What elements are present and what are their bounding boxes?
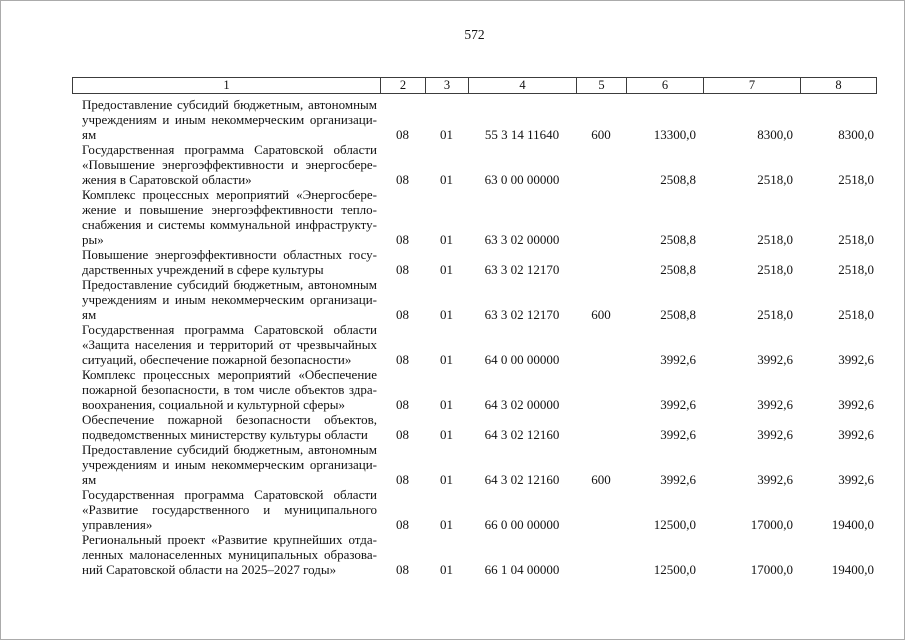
table-row — [72, 247, 877, 277]
cell-amount-year1: 3992,6 — [660, 427, 696, 442]
table-row — [72, 142, 877, 187]
cell-subsection: 01 — [440, 127, 453, 142]
cell-subsection: 01 — [440, 562, 453, 577]
cell-section: 08 — [396, 262, 409, 277]
cell-section: 08 — [396, 307, 409, 322]
table-row — [72, 187, 877, 247]
name-line: Повышение энергоэффективности областных госу- — [82, 247, 377, 262]
page-number: 572 — [464, 27, 485, 42]
cell-target-article: 64 0 00 00000 — [484, 352, 560, 367]
cell-expense-name — [72, 487, 380, 532]
cell-amount-year3: 2518,0 — [838, 172, 874, 187]
cell-target-article: 64 3 02 00000 — [484, 397, 560, 412]
cell-target-article: 63 3 02 12170 — [484, 262, 560, 277]
cell-expense-name — [72, 277, 380, 322]
table-body — [72, 94, 877, 577]
cell-amount-year2: 2518,0 — [757, 172, 793, 187]
table-row — [72, 277, 877, 322]
cell-amount-year2: 2518,0 — [757, 307, 793, 322]
name-line: ленных малонаселенных муниципальных образова- — [82, 547, 377, 562]
name-line: управления» — [82, 517, 153, 532]
name-line: жения в Саратовской области» — [82, 172, 252, 187]
cell-target-article: 64 3 02 12160 — [484, 472, 560, 487]
name-line: дарственных учреждений в сфере культуры — [82, 262, 324, 277]
cell-amount-year3: 2518,0 — [838, 262, 874, 277]
cell-amount-year3: 3992,6 — [838, 472, 874, 487]
name-line: Региональный проект «Развитие крупнейших отда- — [82, 532, 377, 547]
cell-amount-year1: 2508,8 — [660, 172, 696, 187]
name-line: Комплекс процессных мероприятий «Энергосбере- — [82, 187, 377, 202]
name-line: «Защита населения и территорий от чрезвычайных — [82, 337, 377, 352]
table-row — [72, 97, 877, 142]
cell-expense-name — [72, 322, 380, 367]
cell-section: 08 — [396, 517, 409, 532]
cell-subsection: 01 — [440, 262, 453, 277]
cell-expense-name — [72, 187, 380, 247]
name-line: Государственная программа Саратовской области — [82, 487, 377, 502]
table-row — [72, 322, 877, 367]
name-line: Государственная программа Саратовской области — [82, 142, 377, 157]
cell-amount-year3: 3992,6 — [838, 352, 874, 367]
cell-amount-year1: 2508,8 — [660, 307, 696, 322]
table-header-row — [72, 77, 877, 94]
name-line: жение и повышение энергоэффективности тепло- — [82, 202, 377, 217]
table-row — [72, 367, 877, 412]
cell-amount-year2: 3992,6 — [757, 352, 793, 367]
cell-target-article: 64 3 02 12160 — [484, 427, 560, 442]
name-line: ры» — [82, 232, 104, 247]
table-row — [72, 487, 877, 532]
name-line: Комплекс процессных мероприятий «Обеспечение — [82, 367, 377, 382]
name-line: Предоставление субсидий бюджетным, автономным — [82, 97, 377, 112]
name-line: Государственная программа Саратовской области — [82, 322, 377, 337]
name-line: подведомственных министерству культуры области — [82, 427, 368, 442]
name-line: ний Саратовской области на 2025–2027 годы» — [82, 562, 337, 577]
cell-subsection: 01 — [440, 472, 453, 487]
cell-section: 08 — [396, 397, 409, 412]
cell-section: 08 — [396, 472, 409, 487]
cell-subsection: 01 — [440, 232, 453, 247]
cell-expense-name — [72, 142, 380, 187]
name-line: Предоставление субсидий бюджетным, автономным — [82, 442, 377, 457]
name-line: ям — [82, 307, 97, 322]
name-line: ситуаций, обеспечение пожарной безопасности» — [82, 352, 352, 367]
cell-amount-year1: 2508,8 — [660, 262, 696, 277]
cell-section: 08 — [396, 127, 409, 142]
column-header-7: 7 — [704, 78, 801, 93]
cell-target-article: 55 3 14 11640 — [484, 127, 560, 142]
column-header-5: 5 — [577, 78, 627, 93]
cell-expense-name — [72, 247, 380, 277]
cell-amount-year3: 19400,0 — [831, 517, 874, 532]
name-line: учреждениям и иным некоммерческим организаци- — [82, 457, 377, 472]
cell-amount-year1: 12500,0 — [653, 517, 696, 532]
cell-amount-year3: 19400,0 — [831, 562, 874, 577]
cell-amount-year2: 8300,0 — [757, 127, 793, 142]
cell-amount-year2: 2518,0 — [757, 262, 793, 277]
cell-amount-year2: 17000,0 — [750, 562, 793, 577]
name-line: Предоставление субсидий бюджетным, автономным — [82, 277, 377, 292]
cell-target-article: 66 1 04 00000 — [484, 562, 560, 577]
cell-amount-year1: 3992,6 — [660, 352, 696, 367]
cell-amount-year2: 3992,6 — [757, 472, 793, 487]
name-line: снабжения и системы коммунальной инфраструкту- — [82, 217, 377, 232]
name-line: пожарной безопасности, в том числе объектов здра- — [82, 382, 377, 397]
cell-section: 08 — [396, 427, 409, 442]
cell-section: 08 — [396, 562, 409, 577]
cell-amount-year3: 2518,0 — [838, 232, 874, 247]
cell-expense-name — [72, 442, 380, 487]
cell-expense-name — [72, 97, 380, 142]
column-header-8: 8 — [835, 78, 842, 92]
cell-amount-year3: 3992,6 — [838, 397, 874, 412]
cell-subsection: 01 — [440, 307, 453, 322]
cell-expense-name — [72, 367, 380, 412]
cell-subsection: 01 — [440, 172, 453, 187]
cell-amount-year3: 8300,0 — [838, 127, 874, 142]
column-header-6: 6 — [627, 78, 704, 93]
name-line: ям — [82, 127, 97, 142]
cell-amount-year1: 2508,8 — [660, 232, 696, 247]
cell-amount-year1: 12500,0 — [653, 562, 696, 577]
name-line: воохранения, социальной и культурной сферы» — [82, 397, 345, 412]
cell-section: 08 — [396, 352, 409, 367]
cell-target-article: 63 3 02 12170 — [484, 307, 560, 322]
name-line: «Повышение энергоэффективности и энергосбере- — [82, 157, 377, 172]
cell-section: 08 — [396, 172, 409, 187]
cell-subsection: 01 — [440, 352, 453, 367]
cell-amount-year3: 2518,0 — [838, 307, 874, 322]
name-line: «Развитие государственного и муниципального — [82, 502, 377, 517]
cell-subsection: 01 — [440, 517, 453, 532]
cell-expense-name — [72, 412, 380, 442]
cell-subsection: 01 — [440, 427, 453, 442]
name-line: учреждениям и иным некоммерческим организаци- — [82, 112, 377, 127]
cell-amount-year2: 2518,0 — [757, 232, 793, 247]
budget-table — [72, 77, 877, 577]
column-header-3: 3 — [426, 78, 469, 93]
cell-amount-year3: 3992,6 — [838, 427, 874, 442]
name-line: Обеспечение пожарной безопасности объектов, — [82, 412, 377, 427]
cell-expense-name — [72, 532, 380, 577]
table-row — [72, 532, 877, 577]
cell-expense-type: 600 — [591, 472, 611, 487]
cell-expense-type: 600 — [591, 307, 611, 322]
cell-amount-year1: 3992,6 — [660, 472, 696, 487]
cell-expense-type: 600 — [591, 127, 611, 142]
name-line: ям — [82, 472, 97, 487]
cell-amount-year1: 3992,6 — [660, 397, 696, 412]
column-header-1: 1 — [73, 78, 381, 93]
cell-section: 08 — [396, 232, 409, 247]
column-header-2: 2 — [381, 78, 426, 93]
name-line: учреждениям и иным некоммерческим организаци- — [82, 292, 377, 307]
column-header-4: 4 — [469, 78, 577, 93]
table-row — [72, 412, 877, 442]
cell-target-article: 63 3 02 00000 — [484, 232, 560, 247]
cell-subsection: 01 — [440, 397, 453, 412]
cell-amount-year2: 3992,6 — [757, 427, 793, 442]
cell-target-article: 66 0 00 00000 — [484, 517, 560, 532]
table-row — [72, 442, 877, 487]
cell-amount-year2: 3992,6 — [757, 397, 793, 412]
cell-amount-year1: 13300,0 — [653, 127, 696, 142]
cell-target-article: 63 0 00 00000 — [484, 172, 560, 187]
cell-amount-year2: 17000,0 — [750, 517, 793, 532]
